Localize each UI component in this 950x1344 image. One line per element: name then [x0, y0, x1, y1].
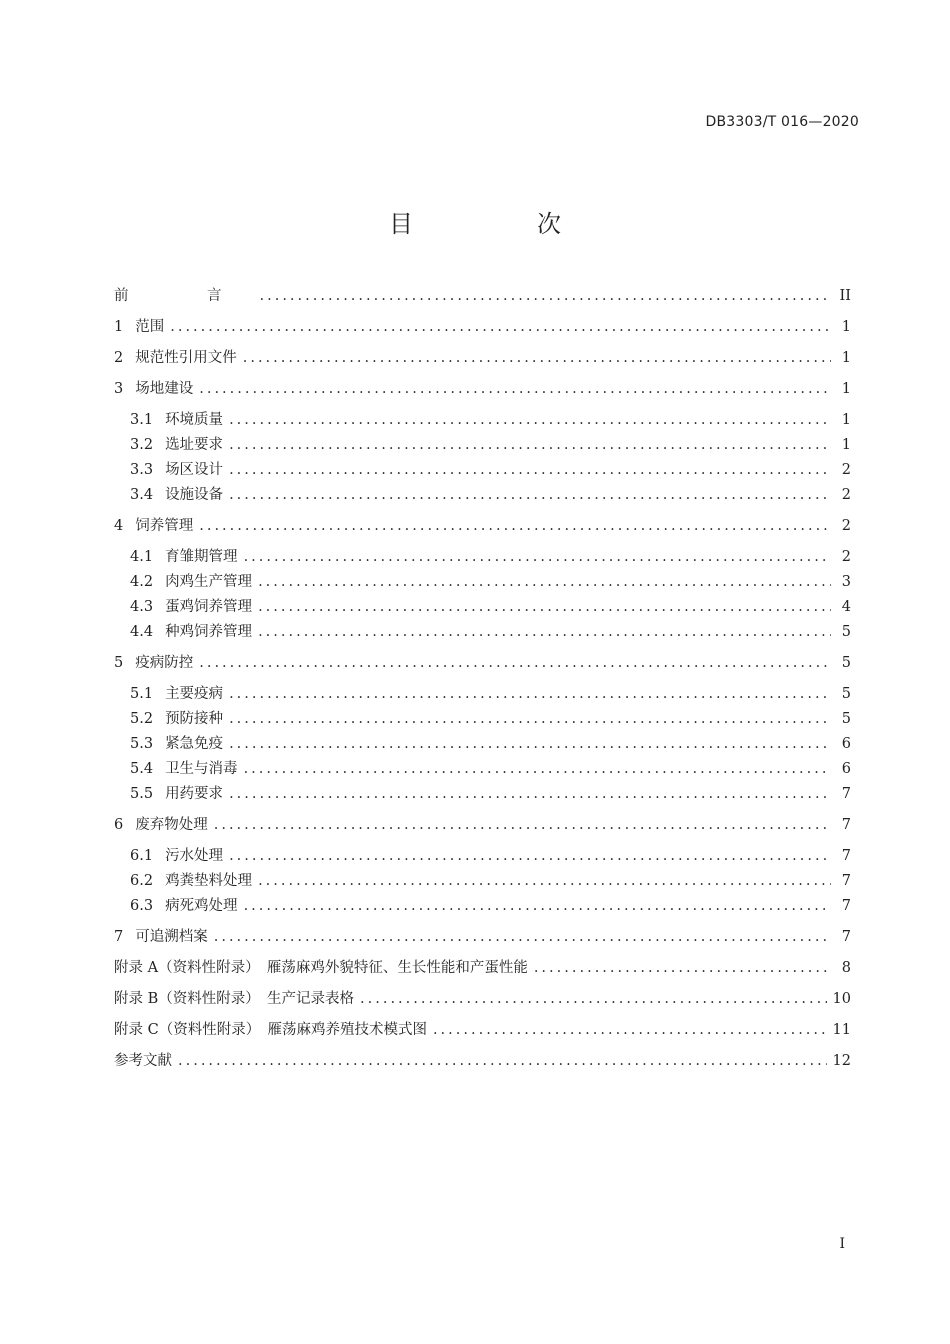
toc-leader-dots [214, 817, 831, 833]
table-of-contents [114, 284, 851, 1074]
toc-entry-page: 7 [841, 929, 851, 945]
toc-entry-number: 4.2 [130, 574, 154, 590]
toc-entry-page: 1 [841, 350, 851, 366]
toc-entry[interactable] [114, 408, 851, 433]
toc-entry[interactable] [114, 483, 851, 508]
toc-leader-dots [258, 624, 831, 640]
toc-entry-page: 5 [841, 655, 851, 671]
toc-entry[interactable] [114, 377, 851, 402]
toc-leader-dots [170, 319, 831, 335]
toc-entry[interactable] [114, 987, 851, 1012]
toc-leader-dots [534, 960, 831, 976]
toc-entry-page: 8 [841, 960, 851, 976]
toc-entry[interactable] [114, 545, 851, 570]
toc-leader-dots [258, 873, 831, 889]
toc-entry[interactable] [114, 284, 851, 309]
toc-leader-dots [258, 599, 831, 615]
toc-entry-title: 病死鸡处理 [165, 898, 238, 914]
toc-entry[interactable] [114, 433, 851, 458]
toc-entry-page: 2 [841, 518, 851, 534]
toc-entry-title: 前 言 [114, 288, 254, 304]
toc-entry-title: 范围 [135, 319, 165, 335]
toc-leader-dots [244, 761, 831, 777]
toc-entry-title: 育雏期管理 [165, 549, 238, 565]
toc-entry-number: 5.5 [130, 786, 154, 802]
toc-leader-dots [178, 1053, 827, 1069]
toc-entry-page: 5 [841, 624, 851, 640]
toc-entry-number: 3.2 [130, 437, 154, 453]
toc-entry-page: 10 [832, 991, 851, 1007]
toc-entry-title: 废弃物处理 [135, 817, 208, 833]
toc-entry-page: 7 [841, 873, 851, 889]
toc-entry-title: 规范性引用文件 [135, 350, 237, 366]
toc-entry-title: 场区设计 [165, 462, 224, 478]
toc-entry-page: 7 [841, 898, 851, 914]
toc-entry-title: 可追溯档案 [135, 929, 208, 945]
toc-leader-dots [360, 991, 827, 1007]
toc-entry-title: 主要疫病 [165, 686, 224, 702]
toc-entry-number: 5.3 [130, 736, 154, 752]
toc-entry-number: 6 [114, 817, 124, 833]
toc-entry-title: 种鸡饲养管理 [165, 624, 253, 640]
toc-entry-page: 1 [841, 319, 851, 335]
toc-entry-page: 4 [841, 599, 851, 615]
toc-entry-page: 6 [841, 761, 851, 777]
toc-entry-number: 4.1 [130, 549, 154, 565]
toc-entry[interactable] [114, 956, 851, 981]
toc-entry-number: 3.4 [130, 487, 154, 503]
toc-entry-title: 污水处理 [165, 848, 224, 864]
toc-entry-title: 环境质量 [165, 412, 224, 428]
toc-entry-number: 4.3 [130, 599, 154, 615]
toc-entry[interactable] [114, 651, 851, 676]
toc-entry-title: 设施设备 [165, 487, 224, 503]
toc-entry-number: 3.3 [130, 462, 154, 478]
toc-entry-page: 3 [841, 574, 851, 590]
toc-entry-page: 2 [841, 462, 851, 478]
toc-entry[interactable] [114, 707, 851, 732]
toc-entry[interactable] [114, 869, 851, 894]
document-code: DB3303/T 016—2020 [705, 114, 859, 130]
toc-entry-page: 11 [832, 1022, 851, 1038]
toc-leader-dots [243, 350, 831, 366]
toc-entry-number: 4.4 [130, 624, 154, 640]
toc-entry[interactable] [114, 757, 851, 782]
toc-leader-dots [229, 711, 831, 727]
toc-entry[interactable] [114, 925, 851, 950]
toc-leader-dots [229, 487, 831, 503]
toc-entry-title: 场地建设 [135, 381, 194, 397]
toc-entry-number: 1 [114, 319, 124, 335]
toc-entry-number: 5.4 [130, 761, 154, 777]
toc-entry-title: 卫生与消毒 [165, 761, 238, 777]
toc-entry-title: 紧急免疫 [165, 736, 224, 752]
toc-entry-title: 用药要求 [165, 786, 224, 802]
toc-entry-number: 3.1 [130, 412, 154, 428]
toc-entry[interactable] [114, 458, 851, 483]
toc-entry[interactable] [114, 346, 851, 371]
toc-entry-page: 5 [841, 686, 851, 702]
toc-entry-page: 2 [841, 487, 851, 503]
toc-entry-title: 饲养管理 [135, 518, 194, 534]
toc-entry-title: 蛋鸡饲养管理 [165, 599, 253, 615]
toc-entry[interactable] [114, 620, 851, 645]
toc-entry-number: 3 [114, 381, 124, 397]
toc-leader-dots [229, 848, 831, 864]
toc-entry-title: 附录 B（资料性附录） 生产记录表格 [114, 991, 355, 1007]
toc-entry[interactable] [114, 514, 851, 539]
toc-entry-number: 6.3 [130, 898, 154, 914]
toc-leader-dots [229, 686, 831, 702]
toc-entry-number: 4 [114, 518, 124, 534]
toc-entry-page: 1 [841, 437, 851, 453]
toc-entry-number: 5.1 [130, 686, 154, 702]
toc-entry-title: 选址要求 [165, 437, 224, 453]
toc-entry-page: 1 [841, 381, 851, 397]
toc-leader-dots [229, 412, 831, 428]
toc-leader-dots [258, 574, 831, 590]
toc-entry-page: 12 [832, 1053, 851, 1069]
toc-entry-title: 鸡粪垫料处理 [165, 873, 253, 889]
toc-entry-title: 参考文献 [114, 1053, 172, 1069]
toc-leader-dots [433, 1022, 827, 1038]
page-number: I [839, 1236, 845, 1252]
toc-entry-number: 5 [114, 655, 124, 671]
toc-leader-dots [199, 518, 831, 534]
toc-entry[interactable] [114, 595, 851, 620]
toc-entry-page: II [839, 288, 851, 304]
toc-leader-dots [244, 898, 831, 914]
toc-entry-page: 7 [841, 817, 851, 833]
toc-entry-page: 6 [841, 736, 851, 752]
toc-entry-page: 1 [841, 412, 851, 428]
toc-leader-dots [229, 462, 831, 478]
toc-entry-number: 7 [114, 929, 124, 945]
toc-title: 目 次 [389, 210, 611, 238]
toc-entry-page: 7 [841, 786, 851, 802]
toc-entry-title: 疫病防控 [135, 655, 194, 671]
toc-entry[interactable] [114, 894, 851, 919]
toc-leader-dots [229, 437, 831, 453]
toc-entry[interactable] [114, 1018, 851, 1043]
toc-entry-page: 5 [841, 711, 851, 727]
toc-entry-title: 附录 C（资料性附录） 雁荡麻鸡养殖技术模式图 [114, 1022, 427, 1038]
toc-leader-dots [244, 549, 831, 565]
toc-entry[interactable] [114, 813, 851, 838]
toc-entry[interactable] [114, 844, 851, 869]
toc-entry-number: 2 [114, 350, 124, 366]
toc-leader-dots [229, 786, 831, 802]
toc-entry[interactable] [114, 570, 851, 595]
toc-leader-dots [260, 288, 832, 304]
toc-entry-number: 6.1 [130, 848, 154, 864]
toc-entry[interactable] [114, 315, 851, 340]
toc-entry[interactable] [114, 782, 851, 807]
toc-entry-title: 肉鸡生产管理 [165, 574, 253, 590]
toc-entry-title: 预防接种 [165, 711, 224, 727]
toc-entry-number: 6.2 [130, 873, 154, 889]
toc-leader-dots [229, 736, 831, 752]
toc-entry[interactable] [114, 682, 851, 707]
toc-leader-dots [199, 381, 831, 397]
toc-leader-dots [214, 929, 831, 945]
toc-entry-page: 7 [841, 848, 851, 864]
toc-entry[interactable] [114, 1049, 851, 1074]
toc-entry-title: 附录 A（资料性附录） 雁荡麻鸡外貌特征、生长性能和产蛋性能 [114, 960, 528, 976]
toc-leader-dots [199, 655, 831, 671]
toc-entry[interactable] [114, 732, 851, 757]
toc-entry-number: 5.2 [130, 711, 154, 727]
toc-entry-page: 2 [841, 549, 851, 565]
